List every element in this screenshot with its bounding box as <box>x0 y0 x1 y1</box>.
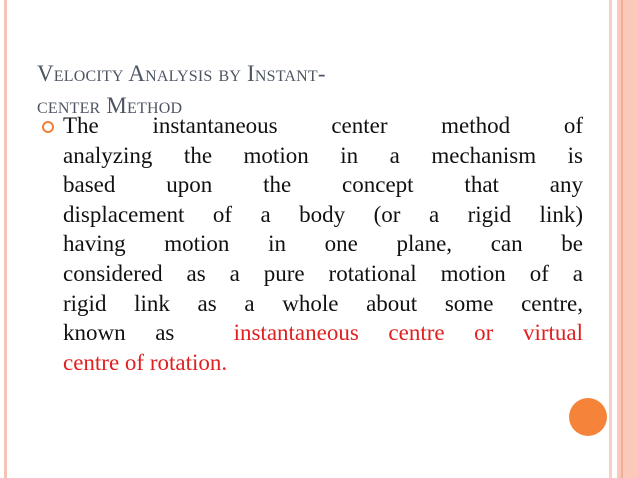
right-border-line <box>609 0 612 478</box>
text-line: having motion in one plane, can be <box>63 231 583 257</box>
text-line: considered as a pure rotational motion of a <box>63 260 583 286</box>
text-line: The instantaneous center method of <box>63 113 583 138</box>
bullet-circle-icon <box>42 121 54 133</box>
left-border <box>4 0 7 478</box>
text-line <box>63 318 583 348</box>
orange-circle-decoration <box>569 398 607 436</box>
text-line: rigid link as a whole about some centre, <box>63 290 583 316</box>
title-line-2: center Method <box>37 93 183 118</box>
text-segment: known as <box>63 320 204 346</box>
highlight-text-1: instantaneous centre or virtual <box>233 320 583 346</box>
text-line: displacement of a body (or a rigid link) <box>63 201 583 227</box>
right-border-stripe <box>621 0 623 478</box>
text-line: based upon the concept that any <box>63 172 583 198</box>
text-line: analyzing the motion in a mechanism is <box>63 142 583 168</box>
title-line-1: Velocity Analysis by Instant- <box>37 61 326 86</box>
highlight-text-2: centre of rotation. <box>63 349 228 375</box>
bullet-text <box>63 111 583 377</box>
